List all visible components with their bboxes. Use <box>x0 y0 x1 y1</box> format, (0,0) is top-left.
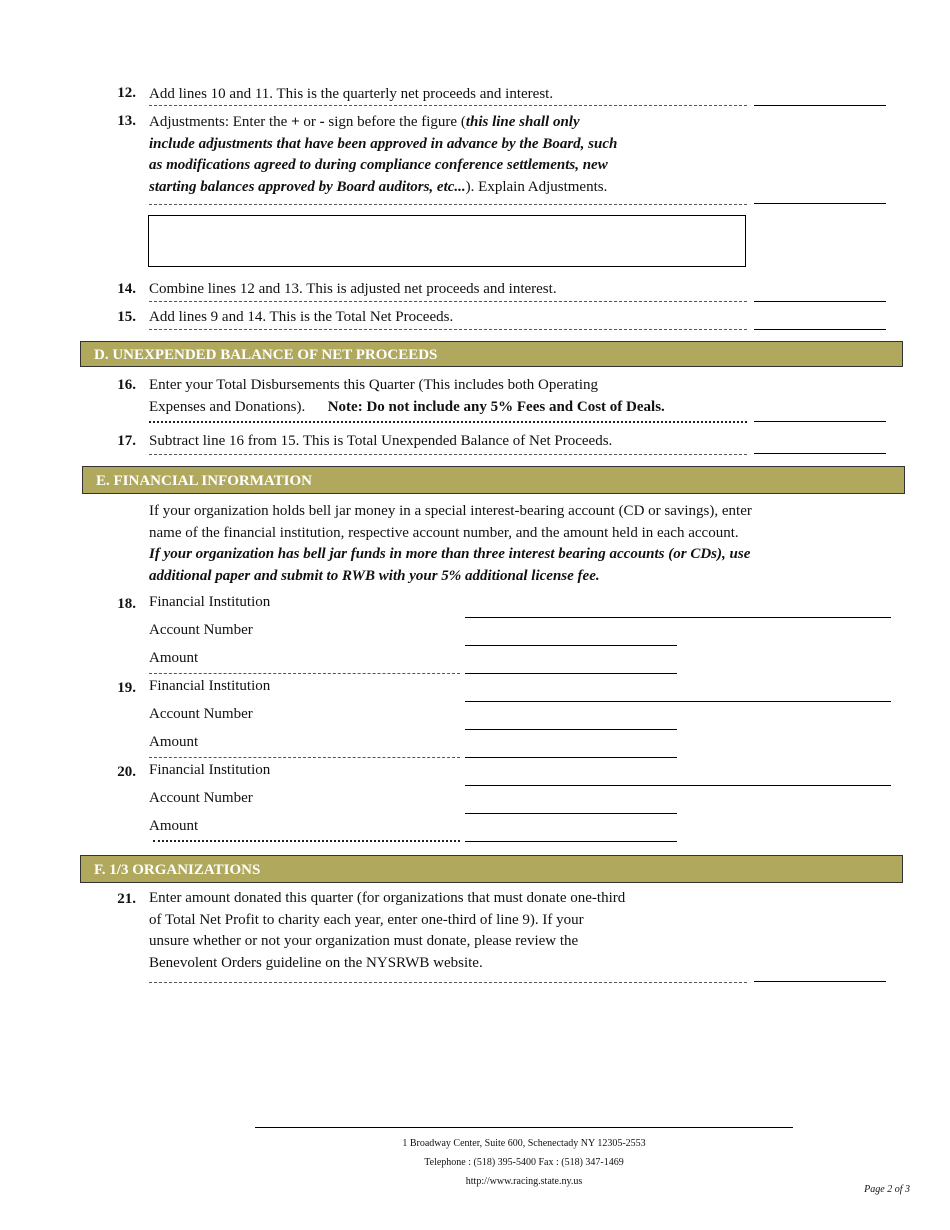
line-12-leader <box>149 105 747 106</box>
line-21-answer-field[interactable] <box>754 981 886 982</box>
line-21-number: 21. <box>117 891 136 907</box>
line-18-institution-field[interactable] <box>465 617 891 618</box>
line-13-text: Adjustments: Enter the + or - sign before the figure (this line shall only include adjustments that have been approved in advance by the Board, such as modifications agreed to during compliance conference settlements, new starting balances approved by Board auditors, etc...). Explain Adjustments. <box>149 114 618 195</box>
line-18-number: 18. <box>117 596 136 612</box>
line-15-text: Add lines 9 and 14. This is the Total Net Proceeds. <box>149 309 454 325</box>
line-19-institution-field[interactable] <box>465 701 891 702</box>
line-20-institution-field[interactable] <box>465 785 891 786</box>
line-21-text: Enter amount donated this quarter (for organizations that must donate one-third of Total Net Profit to charity each year, enter one-third of line 9). If your unsure whether or not your organization must donate, please review the Benevolent Orders guideline on the NYSRWB website. <box>149 890 626 971</box>
line-19-amount-label: Amount <box>149 734 199 750</box>
line-17-text: Subtract line 16 from 15. This is Total Unexpended Balance of Net Proceeds. <box>149 433 613 449</box>
line-19-leader <box>149 757 460 758</box>
footer-phone: Telephone : (518) 395-5400 Fax : (518) 347-1469 <box>424 1157 624 1168</box>
line-17-leader <box>149 454 747 455</box>
line-15-number: 15. <box>117 309 136 325</box>
financial-intro: If your organization holds bell jar money in a special interest-bearing account (CD or savings), enter name of the financial institution, respective account number, and the amount held in each account. If your organization has bell jar funds in more than three interest bearing accounts (or CDs), use additional paper and submit to RWB with your 5% additional license fee. <box>149 503 752 584</box>
line-16-answer-field[interactable] <box>754 421 886 422</box>
line-14-number: 14. <box>117 281 136 297</box>
line-20-account-label: Account Number <box>149 790 253 806</box>
line-18-amount-label: Amount <box>149 650 199 666</box>
footer-url[interactable]: http://www.racing.state.ny.us <box>465 1176 583 1187</box>
line-20-leader <box>153 840 460 842</box>
line-19-institution-label: Financial Institution <box>149 678 271 694</box>
line-13-answer-field[interactable] <box>754 203 886 204</box>
line-16-number: 16. <box>117 377 136 393</box>
adjustments-explanation-box[interactable] <box>148 215 746 267</box>
line-18-leader <box>149 673 460 674</box>
line-17-answer-field[interactable] <box>754 453 886 454</box>
line-19-account-field[interactable] <box>465 729 677 730</box>
section-d-header: D. UNEXPENDED BALANCE OF NET PROCEEDS <box>80 341 903 367</box>
section-e-header: E. FINANCIAL INFORMATION <box>82 466 905 494</box>
line-18-institution-label: Financial Institution <box>149 594 271 610</box>
line-13-number: 13. <box>117 113 136 129</box>
line-18-account-field[interactable] <box>465 645 677 646</box>
line-18-amount-field[interactable] <box>465 673 677 674</box>
line-15-answer-field[interactable] <box>754 329 886 330</box>
line-12-answer-field[interactable] <box>754 105 886 106</box>
line-20-amount-label: Amount <box>149 818 199 834</box>
footer-rule <box>255 1127 793 1128</box>
line-16-text: Enter your Total Disbursements this Quarter (This includes both Operating Expenses and Donations). Note: Do not include any 5% Fees and Cost of Deals. <box>149 377 665 415</box>
line-19-number: 19. <box>117 680 136 696</box>
footer-address: 1 Broadway Center, Suite 600, Schenectady NY 12305-2553 <box>402 1138 646 1149</box>
line-19-account-label: Account Number <box>149 706 253 722</box>
line-19-amount-field[interactable] <box>465 757 677 758</box>
line-14-leader <box>149 301 747 302</box>
line-13-leader <box>149 204 747 205</box>
line-20-amount-field[interactable] <box>465 841 677 842</box>
line-20-institution-label: Financial Institution <box>149 762 271 778</box>
section-f-header: F. 1/3 ORGANIZATIONS <box>80 855 903 883</box>
page-number: Page 2 of 3 <box>864 1184 910 1195</box>
line-15-leader <box>149 329 747 330</box>
line-14-answer-field[interactable] <box>754 301 886 302</box>
line-20-number: 20. <box>117 764 136 780</box>
line-12-number: 12. <box>117 85 136 101</box>
line-14-text: Combine lines 12 and 13. This is adjusted net proceeds and interest. <box>149 281 557 297</box>
line-17-number: 17. <box>117 433 136 449</box>
line-16-leader <box>149 421 747 423</box>
line-20-account-field[interactable] <box>465 813 677 814</box>
line-21-leader <box>149 982 747 983</box>
line-18-account-label: Account Number <box>149 622 253 638</box>
line-12-text: Add lines 10 and 11. This is the quarterly net proceeds and interest. <box>149 86 554 102</box>
